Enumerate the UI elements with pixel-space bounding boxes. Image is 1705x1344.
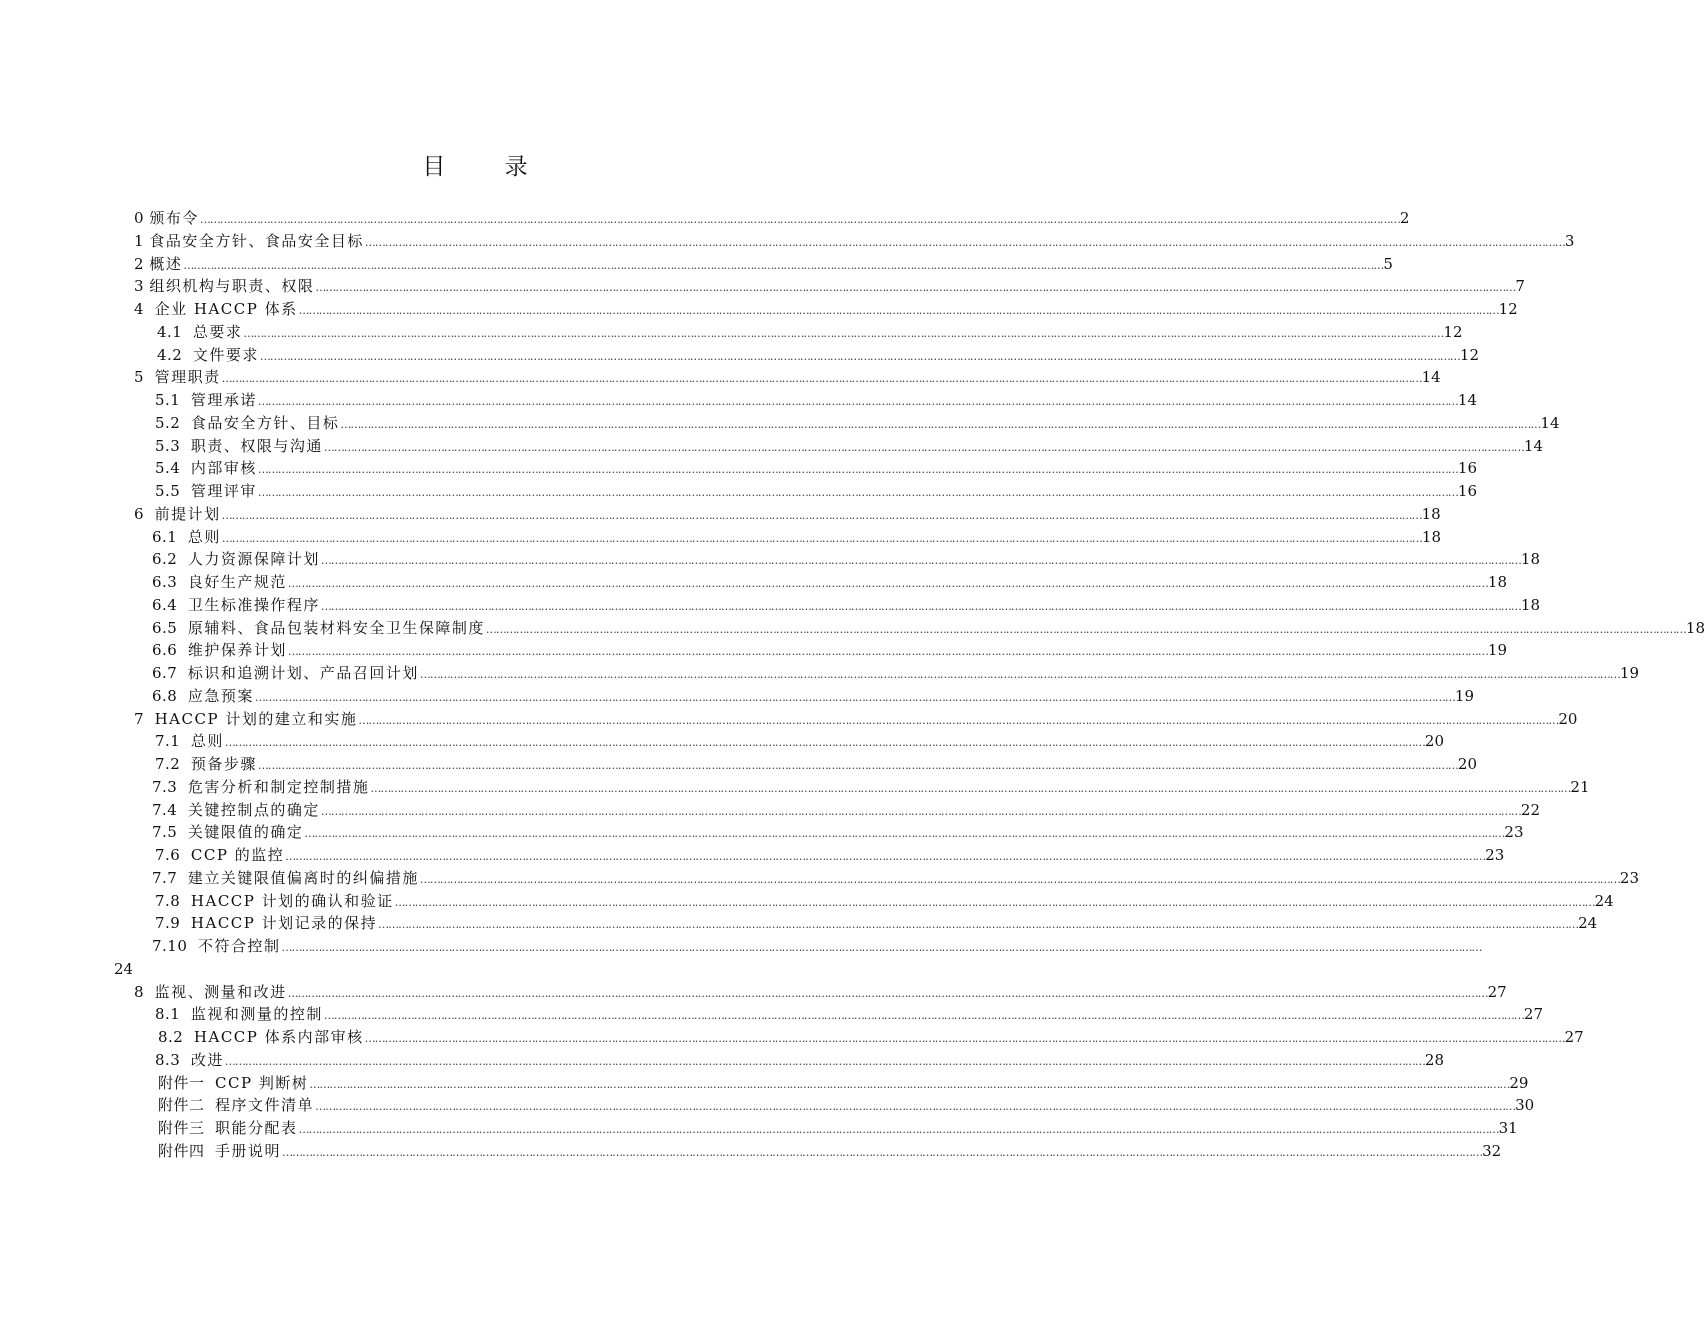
toc-section-title: 食品安全方针、食品安全目标 (149, 231, 364, 250)
toc-page-number: 14 (1457, 391, 1478, 409)
toc-entry-link[interactable] (152, 526, 1442, 549)
toc-row (0, 366, 1441, 389)
dot-leader: ……………………………………………………………………………………………………………………………………………………………………………………………………………………………………………………………………………………………………………………………… (485, 622, 1686, 636)
toc-section-number: 8.2 (158, 1028, 194, 1046)
toc-section-number: 6.3 (152, 573, 188, 591)
toc-section-number: 6.8 (152, 686, 188, 705)
toc-section-number: 6.5 (152, 618, 188, 637)
toc-entry-link[interactable] (152, 935, 1482, 958)
toc-row (0, 753, 1478, 776)
dot-leader: ……………………………………………………………………………………………………………………………………………………………………………………………………………………………………………………………………………………………………………………………… (257, 486, 1458, 499)
toc-row (0, 1049, 1445, 1072)
toc-section-number: 7.9 (155, 914, 191, 933)
toc-section-title: 建立关键限值偏离时的纠偏措施 (187, 868, 419, 887)
toc-row (0, 685, 1475, 708)
dot-leader: ……………………………………………………………………………………………………………………………………………………………………………………………………………………………………………………………………………………………………………………………… (221, 372, 1422, 386)
toc-page-number: 24 (1578, 914, 1598, 933)
toc-entry-link[interactable] (152, 617, 1705, 640)
toc-section-title: 总要求 (192, 322, 243, 341)
toc-row (0, 1117, 1518, 1140)
toc-row (0, 662, 1640, 685)
dot-leader: ……………………………………………………………………………………………………………………………………………………………………………………………………………………………………………………………………………………………………………………………… (282, 1145, 1483, 1159)
dot-leader: ……………………………………………………………………………………………………………………………………………………………………………………………………………………………………………………………………………………………………………………………… (243, 326, 1444, 340)
toc-section-number: 2 (134, 254, 150, 273)
toc-row (0, 1094, 1535, 1117)
toc-page-number: 14 (1421, 368, 1441, 387)
toc-page-number: 12 (1459, 345, 1480, 364)
toc-section-title: 程序文件清单 (215, 1096, 315, 1115)
toc-page-number: 27 (1523, 1005, 1544, 1024)
toc-row (0, 207, 1410, 230)
toc-section-title: 维护保养计划 (187, 641, 287, 660)
toc-section-number: 7.2 (155, 755, 191, 773)
toc-section-title: HACCP 计划记录的保持 (190, 914, 378, 933)
toc-section-title: 管理职责 (154, 368, 221, 387)
dot-leader: ……………………………………………………………………………………………………………………………………………………………………………………………………………………………………………………………………………………………………………………………… (320, 804, 1521, 818)
toc-entry-link[interactable] (155, 890, 1614, 913)
toc-page-number: 12 (1443, 322, 1463, 341)
dot-leader: ……………………………………………………………………………………………………………………………………………………………………………………………………………………………………………………………………………………………………………………………… (370, 781, 1571, 795)
toc-section-number: 7.5 (152, 823, 188, 842)
toc-section-number: 1 (134, 231, 150, 250)
toc-row (0, 958, 950, 981)
dot-leader: ……………………………………………………………………………………………………………………………………………………………………………………………………………………………………………………………………………………………………………………………… (394, 895, 1595, 909)
toc-row (0, 1003, 1544, 1026)
toc-row (0, 298, 1518, 321)
toc-page-number: 12 (1498, 300, 1518, 318)
toc-row (0, 639, 1508, 662)
toc-row (0, 412, 1560, 435)
dot-leader: ……………………………………………………………………………………………………………………………………………………………………………………………………………………………………………………………………………………………………………………………… (259, 349, 1460, 363)
toc-page-number: 32 (1482, 1141, 1502, 1160)
toc-section-number: 5 (134, 368, 155, 387)
toc-page-number: 16 (1457, 482, 1478, 500)
toc-section-number: 5.1 (155, 391, 191, 409)
toc-entry-link[interactable] (158, 1140, 1502, 1163)
toc-section-title: 应急预案 (187, 686, 254, 705)
toc-section-number: 6.7 (152, 664, 188, 682)
toc-section-number: 7.8 (155, 891, 191, 910)
toc-section-number: 4.2 (157, 345, 193, 364)
toc-section-number: 7 (134, 709, 155, 728)
toc-entry-link[interactable] (134, 207, 1410, 230)
toc-section-number: 4 (134, 300, 155, 318)
toc-section-title: 概述 (149, 254, 183, 273)
toc-row (0, 321, 1463, 344)
toc-section-number: 4.1 (157, 322, 193, 341)
toc-section-title: 组织机构与职责、权限 (149, 277, 315, 296)
toc-section-title: 颁布令 (149, 209, 199, 227)
toc-section-title: 手册说明 (215, 1141, 282, 1160)
dot-leader: ……………………………………………………………………………………………………………………………………………………………………………………………………………………………………………………………………………………………………………………………… (257, 759, 1458, 772)
toc-section-title: 职责、权限与沟通 (190, 436, 323, 455)
toc-entry-link[interactable] (152, 685, 1475, 708)
toc-entry-link[interactable] (155, 480, 1478, 503)
dot-leader: ……………………………………………………………………………………………………………………………………………………………………………………………………………………………………………………………………………………………………………………………… (257, 463, 1458, 477)
dot-leader: ……………………………………………………………………………………………………………………………………………………………………………………………………………………………………………………………………………………………………………………………… (309, 1077, 1510, 1091)
toc-page-number: 7 (1515, 277, 1525, 296)
toc-row (0, 548, 1541, 571)
toc-section-number: 7.6 (155, 846, 191, 864)
toc-page-number: 30 (1515, 1096, 1535, 1115)
toc-page-number: 18 (1520, 595, 1541, 614)
page-title: 目 录 (422, 154, 554, 180)
toc-row (0, 1072, 1529, 1095)
toc-section-title: 人力资源保障计划 (187, 550, 320, 569)
toc-entry-link[interactable] (155, 753, 1478, 776)
toc-page-number: 19 (1487, 641, 1508, 660)
toc-section-number: 5.3 (155, 436, 191, 455)
toc-section-title: HACCP 计划的确认和验证 (190, 891, 394, 910)
toc-row (0, 617, 1705, 640)
dot-leader: ……………………………………………………………………………………………………………………………………………………………………………………………………………………………………………………………………………………………………………………………… (285, 850, 1486, 863)
toc-row (0, 981, 1507, 1004)
toc-row (0, 1026, 1584, 1049)
toc-row (0, 571, 1508, 594)
dot-leader: ……………………………………………………………………………………………………………………………………………………………………………………………………………………………………………………………………………………………………………………………… (364, 1032, 1565, 1045)
toc-row (0, 230, 1575, 253)
toc-entry-link[interactable] (152, 548, 1541, 571)
toc-section-number: 5.4 (155, 459, 191, 478)
toc-page-number: 24 (114, 959, 134, 978)
toc-page-number: 3 (1564, 231, 1575, 250)
dot-leader: ……………………………………………………………………………………………………………………………………………………………………………………………………………………………………………………………………………………………………………………………… (320, 554, 1521, 568)
dot-leader: ……………………………………………………………………………………………………………………………………………………………………………………………………………………………………………………………………………………………………………………………… (281, 941, 1482, 954)
toc-row (0, 708, 1578, 731)
toc-entry-link[interactable] (134, 503, 1441, 526)
toc-row (0, 389, 1478, 412)
toc-entry-link[interactable] (155, 1003, 1544, 1026)
toc-page-number: 23 (1485, 846, 1505, 864)
toc-section-title: 监视、测量和改进 (154, 982, 287, 1001)
toc-row (0, 799, 1541, 822)
toc-entry-link[interactable] (155, 412, 1560, 435)
toc-section-title: 文件要求 (192, 345, 259, 364)
toc-row (0, 457, 1478, 480)
toc-page-number: 19 (1454, 686, 1475, 705)
toc-section-title: 食品安全方针、目标 (190, 413, 340, 432)
toc-section-title: 原辅料、食品包装材料安全卫生保障制度 (187, 618, 485, 637)
toc-entry-link[interactable] (155, 457, 1478, 480)
toc-entry-link[interactable] (134, 253, 1393, 276)
toc-entry-link[interactable] (134, 275, 1525, 298)
dot-leader: ……………………………………………………………………………………………………………………………………………………………………………………………………………………………………………………………………………………………………………………………… (340, 417, 1541, 431)
toc-entry-link[interactable] (157, 321, 1463, 344)
toc-entry-link[interactable] (152, 571, 1508, 594)
toc-row (0, 821, 1524, 844)
toc-entry-link[interactable] (152, 639, 1508, 662)
toc-section-number: 5.5 (155, 482, 191, 500)
toc-row (0, 594, 1541, 617)
toc-page-number: 5 (1383, 254, 1393, 273)
toc-section-number: 7.7 (152, 868, 188, 887)
toc-page-number: 27 (1487, 982, 1507, 1001)
toc-entry-link[interactable] (152, 662, 1640, 685)
toc-page-number: 18 (1685, 618, 1705, 637)
toc-row (0, 526, 1442, 549)
toc-section-title: CCP 的监控 (190, 846, 285, 864)
toc-row (0, 867, 1640, 890)
toc-page-number: 24 (1594, 891, 1614, 910)
toc-section-title: 职能分配表 (215, 1119, 298, 1137)
toc-entry-link[interactable] (134, 298, 1518, 321)
toc-section-title: 管理承诺 (190, 391, 257, 409)
dot-leader: ……………………………………………………………………………………………………………………………………………………………………………………………………………………………………………………………………………………………………………………………… (183, 258, 1384, 272)
toc-entry-link[interactable] (157, 344, 1480, 367)
toc-section-title: 总则 (190, 732, 224, 751)
toc-section-number: 6.4 (152, 595, 188, 614)
toc-page-number: 18 (1520, 550, 1541, 569)
toc-entry-link[interactable] (158, 1072, 1529, 1095)
dot-leader: ……………………………………………………………………………………………………………………………………………………………………………………………………………………………………………………………………………………………………………………………… (304, 827, 1505, 841)
toc-entry-link[interactable] (134, 366, 1441, 389)
toc-section-title: 危害分析和制定控制措施 (187, 777, 370, 796)
toc-section-number: 0 (134, 209, 150, 227)
toc-page-number: 18 (1421, 504, 1441, 523)
toc-entry-link[interactable] (134, 230, 1575, 253)
toc-section-number: 7.3 (152, 777, 188, 796)
dot-leader: ……………………………………………………………………………………………………………………………………………………………………………………………………………………………………………………………………………………………………………………………… (298, 304, 1499, 317)
toc-page-number: 19 (1619, 664, 1640, 682)
toc-page-number: 23 (1504, 823, 1524, 842)
toc-section-number: 7.10 (152, 937, 198, 955)
dot-leader: ……………………………………………………………………………………………………………………………………………………………………………………………………………………………………………………………………………………………………………………………… (364, 235, 1565, 249)
toc-section-title: 企业 HACCP 体系 (154, 300, 298, 318)
toc-section-title: 关键限值的确定 (187, 823, 304, 842)
toc-page-number: 18 (1487, 573, 1508, 591)
dot-leader: ……………………………………………………………………………………………………………………………………………………………………………………………………………………………………………………………………………………………………………………………… (221, 531, 1422, 545)
toc-row (0, 344, 1480, 367)
toc-section-number: 6.2 (152, 550, 188, 569)
toc-page-number: 28 (1424, 1050, 1445, 1069)
toc-row (0, 776, 1590, 799)
toc-entry-link[interactable] (158, 1026, 1584, 1049)
toc-section-number: 附件三 (158, 1119, 216, 1137)
toc-page-number: 20 (1457, 755, 1478, 773)
toc-entry-link[interactable] (155, 435, 1544, 458)
toc-section-number: 8 (134, 982, 155, 1001)
toc-section-title: 内部审核 (190, 459, 257, 478)
toc-section-title: 不符合控制 (197, 937, 281, 955)
toc-page-number: 21 (1570, 777, 1590, 796)
toc-section-number: 7.4 (152, 800, 188, 819)
toc-row (0, 844, 1505, 867)
toc-section-title: 前提计划 (154, 504, 221, 523)
toc-section-title: 标识和追溯计划、产品召回计划 (187, 664, 419, 682)
toc-page-number: 29 (1509, 1073, 1529, 1092)
toc-row (0, 253, 1393, 276)
dot-leader: ……………………………………………………………………………………………………………………………………………………………………………………………………………………………………………………………………………………………………………………………… (287, 577, 1488, 590)
toc-section-title: 预备步骤 (190, 755, 257, 773)
dot-leader: ……………………………………………………………………………………………………………………………………………………………………………………………………………………………………………………………………………………………………………………………… (298, 1123, 1499, 1136)
table-of-contents (0, 207, 1705, 1163)
toc-page-number: 18 (1421, 527, 1442, 546)
toc-row (0, 890, 1614, 913)
toc-entry-link[interactable] (158, 1094, 1535, 1117)
toc-section-title: 管理评审 (190, 482, 257, 500)
toc-section-number: 8.1 (155, 1005, 191, 1024)
toc-row (0, 480, 1478, 503)
toc-entry-link[interactable] (134, 981, 1507, 1004)
dot-leader: ……………………………………………………………………………………………………………………………………………………………………………………………………………………………………………………………………………………………………………………………… (254, 690, 1455, 704)
toc-entry-link[interactable] (152, 594, 1541, 617)
dot-leader: ……………………………………………………………………………………………………………………………………………………………………………………………………………………………………………………………………………………………………………………………… (378, 918, 1579, 932)
toc-row (0, 730, 1445, 753)
toc-page-number: 14 (1523, 436, 1544, 455)
toc-entry-link[interactable] (152, 867, 1640, 890)
dot-leader: ……………………………………………………………………………………………………………………………………………………………………………………………………………………………………………………………………………………………………………………………… (287, 645, 1488, 659)
toc-section-title: 良好生产规范 (187, 573, 287, 591)
toc-section-title: 卫生标准操作程序 (187, 595, 320, 614)
toc-section-title: 关键控制点的确定 (187, 800, 320, 819)
toc-section-title: 总则 (187, 527, 221, 546)
dot-leader: ……………………………………………………………………………………………………………………………………………………………………………………………………………………………………………………………………………………………………………………………… (323, 440, 1524, 454)
toc-section-number: 6.6 (152, 641, 188, 660)
toc-section-number: 3 (134, 277, 150, 296)
dot-leader: ……………………………………………………………………………………………………………………………………………………………………………………………………………………………………………………………………………………………………………………………… (287, 986, 1488, 1000)
toc-section-title: HACCP 体系内部审核 (193, 1028, 364, 1046)
toc-section-title: 监视和测量的控制 (190, 1005, 323, 1024)
toc-page-number: 16 (1457, 459, 1478, 478)
toc-section-number: 5.2 (155, 413, 191, 432)
toc-page-number: 27 (1564, 1028, 1584, 1046)
toc-section-number: 7.1 (155, 732, 191, 751)
toc-section-title: HACCP 计划的建立和实施 (154, 709, 358, 728)
toc-row (0, 503, 1441, 526)
toc-row (0, 1140, 1502, 1163)
toc-page-number: 23 (1619, 868, 1640, 887)
dot-leader: ……………………………………………………………………………………………………………………………………………………………………………………………………………………………………………………………………………………………………………………………… (358, 713, 1559, 727)
toc-entry-link[interactable] (152, 799, 1541, 822)
toc-page-number: 20 (1424, 732, 1445, 751)
dot-leader: ……………………………………………………………………………………………………………………………………………………………………………………………………………………………………………………………………………………………………………………………… (224, 1054, 1425, 1068)
toc-section-title: 改进 (190, 1050, 224, 1069)
toc-row (0, 935, 1482, 958)
toc-page-number: 22 (1520, 800, 1541, 819)
toc-entry-link[interactable] (155, 730, 1445, 753)
dot-leader: ……………………………………………………………………………………………………………………………………………………………………………………………………………………………………………………………………………………………………………………………… (315, 1100, 1516, 1114)
toc-section-number: 附件四 (158, 1141, 216, 1160)
dot-leader: ……………………………………………………………………………………………………………………………………………………………………………………………………………………………………………………………………………………………………………………………… (224, 736, 1425, 750)
toc-entry-link[interactable] (152, 776, 1590, 799)
toc-entry-link[interactable] (134, 708, 1578, 731)
toc-section-number: 附件二 (158, 1096, 216, 1115)
toc-row (0, 275, 1525, 298)
toc-entry-link[interactable] (155, 389, 1478, 412)
toc-entry-link[interactable] (155, 844, 1505, 867)
toc-page-number: 2 (1399, 209, 1410, 227)
dot-leader: ……………………………………………………………………………………………………………………………………………………………………………………………………………………………………………………………………………………………………………………………… (221, 508, 1422, 522)
dot-leader: ……………………………………………………………………………………………………………………………………………………………………………………………………………………………………………………………………………………………………………………………… (320, 599, 1521, 613)
dot-leader: ……………………………………………………………………………………………………………………………………………………………………………………………………………………………………………………………………………………………………………………………… (419, 668, 1620, 681)
toc-row (0, 435, 1544, 458)
toc-row (0, 912, 1598, 935)
toc-page-number: 14 (1540, 413, 1560, 432)
toc-entry-link[interactable] (155, 1049, 1445, 1072)
toc-section-number: 附件一 (158, 1073, 216, 1092)
toc-entry-link[interactable] (158, 1117, 1518, 1140)
toc-entry-link[interactable] (155, 912, 1598, 935)
toc-page-number: 31 (1498, 1119, 1518, 1137)
toc-entry-link[interactable] (152, 821, 1524, 844)
toc-page-number: 20 (1558, 709, 1578, 728)
dot-leader: ……………………………………………………………………………………………………………………………………………………………………………………………………………………………………………………………………………………………………………………………… (257, 395, 1458, 408)
dot-leader: ……………………………………………………………………………………………………………………………………………………………………………………………………………………………………………………………………………………………………………………………… (199, 213, 1400, 226)
toc-section-number: 6 (134, 504, 155, 523)
dot-leader: ……………………………………………………………………………………………………………………………………………………………………………………………………………………………………………………………………………………………………………………………… (419, 872, 1620, 886)
dot-leader: ……………………………………………………………………………………………………………………………………………………………………………………………………………………………………………………………………………………………………………………………… (315, 281, 1516, 295)
dot-leader: ……………………………………………………………………………………………………………………………………………………………………………………………………………………………………………………………………………………………………………………………… (323, 1009, 1524, 1023)
toc-section-title: CCP 判断树 (215, 1073, 309, 1092)
toc-section-number: 6.1 (152, 527, 188, 546)
toc-section-number: 8.3 (155, 1050, 191, 1069)
